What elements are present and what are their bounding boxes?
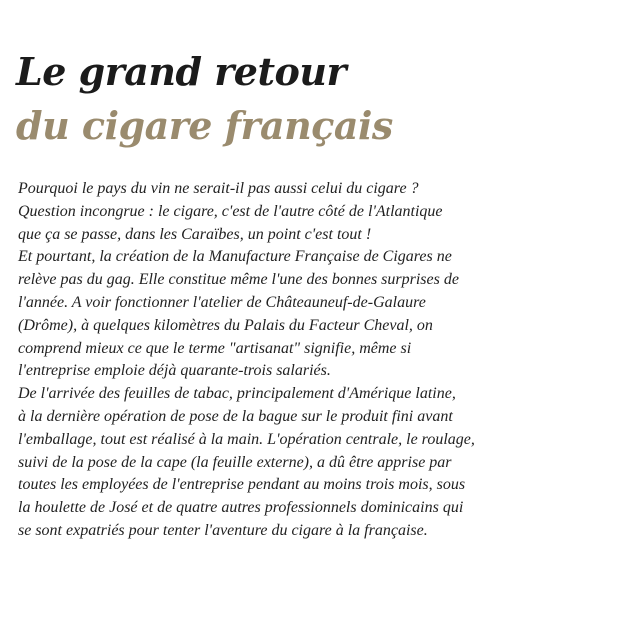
body-line: Question incongrue : le cigare, c'est de l'autre côté de l'Atlantique	[18, 202, 443, 220]
body-line: toutes les employées de l'entreprise pendant au moins trois mois, sous	[18, 476, 466, 494]
body-line: relève pas du gag. Elle constitue même l'une des bonnes surprises de	[18, 271, 459, 289]
body-line: l'entreprise emploie déjà quarante-trois salariés.	[18, 362, 331, 380]
body-line: De l'arrivée des feuilles de tabac, principalement d'Amérique latine,	[18, 385, 456, 403]
body-line: se sont expatriés pour tenter l'aventure du cigare à la française.	[18, 521, 428, 539]
body-line: (Drôme), à quelques kilomètres du Palais du Facteur Cheval, on	[18, 316, 433, 334]
article-body	[18, 178, 610, 543]
body-line: l'emballage, tout est réalisé à la main. L'opération centrale, le roulage,	[18, 430, 475, 448]
body-line: à la dernière opération de pose de la bague sur le produit fini avant	[18, 407, 453, 425]
article-title: Le grand retour	[16, 49, 347, 94]
body-line: que ça se passe, dans les Caraïbes, un point c'est tout !	[18, 225, 372, 243]
body-line: Et pourtant, la création de la Manufacture Française de Cigares ne	[18, 248, 452, 266]
body-line: l'année. A voir fonctionner l'atelier de Châteauneuf-de-Galaure	[18, 293, 426, 311]
body-line: la houlette de José et de quatre autres professionnels dominicains qui	[18, 499, 464, 517]
body-line: comprend mieux ce que le terme "artisanat" signifie, même si	[18, 339, 412, 357]
body-line: suivi de la pose de la cape (la feuille externe), a dû être apprise par	[18, 453, 452, 471]
article-subtitle: du cigare français	[16, 103, 393, 148]
body-line: Pourquoi le pays du vin ne serait-il pas aussi celui du cigare ?	[18, 180, 419, 197]
